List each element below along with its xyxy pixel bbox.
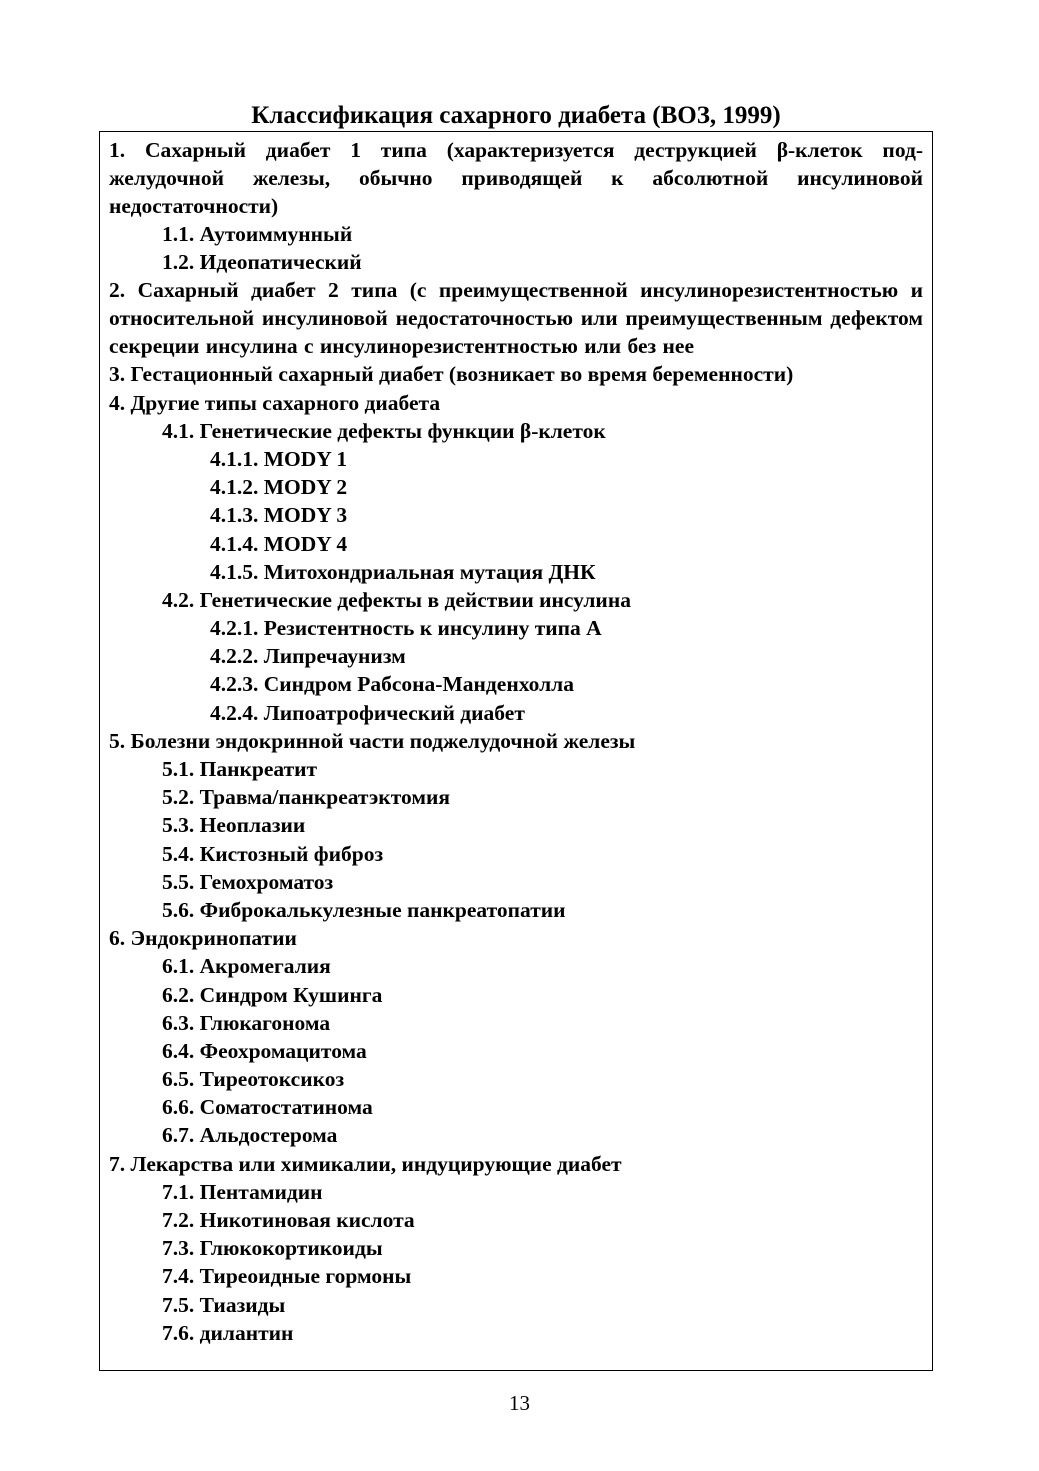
item-1-type1-diabetes: 1. Сахарный диабет 1 типа (характеризуется деструкцией β-клеток поджелудочной железы, обычно приводящей к абсолютной инсулиновой недостаточности): [109, 138, 923, 218]
item-4-1-1: 4.1.1. MODY 1: [210, 446, 348, 471]
item-4-2-1: 4.2.1. Резистентность к инсулину типа А: [210, 616, 602, 641]
item-7-6: 7.6. дилантин: [162, 1320, 294, 1345]
item-7-4: 7.4. Тиреоидные гормоны: [162, 1264, 412, 1289]
page-title: Классификация сахарного диабета (ВОЗ, 1999): [251, 102, 781, 129]
item-5-3: 5.3. Неоплазии: [162, 813, 306, 838]
item-7-1: 7.1. Пентамидин: [162, 1179, 323, 1204]
item-4-2-3: 4.2.3. Синдром Рабсона-Манденхолла: [210, 672, 574, 697]
item-6-4: 6.4. Феохромацитома: [162, 1038, 367, 1063]
item-6-endocrinopathies: 6. Эндокринопатии: [109, 926, 297, 951]
item-5-5: 5.5. Гемохроматоз: [162, 869, 334, 894]
item-5-pancreas-diseases: 5. Болезни эндокринной части поджелудочной железы: [109, 728, 636, 753]
item-7-2: 7.2. Никотиновая кислота: [162, 1208, 415, 1232]
item-6-7: 6.7. Альдостерома: [162, 1123, 338, 1148]
item-6-2: 6.2. Синдром Кушинга: [162, 982, 383, 1007]
item-4-2-2: 4.2.2. Липречаунизм: [210, 644, 406, 669]
item-4-1: 4.1. Генетические дефекты функции β-клеток: [162, 418, 606, 443]
item-4-other-types: 4. Другие типы сахарного диабета: [109, 390, 441, 415]
item-1-2: 1.2. Идеопатический: [162, 250, 362, 275]
item-7-5: 7.5. Тиазиды: [162, 1292, 286, 1317]
item-4-1-4: 4.1.4. MODY 4: [210, 531, 348, 556]
item-6-6: 6.6. Соматостатинома: [162, 1095, 373, 1120]
item-4-1-5: 4.1.5. Митохондриальная мутация ДНК: [210, 559, 596, 584]
item-5-2: 5.2. Травма/панкреатэктомия: [162, 785, 450, 810]
page-number: 13: [509, 1391, 530, 1415]
item-4-2-4: 4.2.4. Липоатрофический диабет: [210, 700, 525, 725]
item-5-1: 5.1. Панкреатит: [162, 757, 318, 781]
item-7-3: 7.3. Глюкокортикоиды: [162, 1236, 383, 1261]
item-7-drugs-chemicals: 7. Лекарства или химикалии, индуцирующие диабет: [109, 1151, 622, 1176]
item-6-1: 6.1. Акромегалия: [162, 954, 331, 979]
classification-table: [99, 131, 933, 1371]
item-4-1-3: 4.1.3. MODY 3: [210, 503, 348, 528]
item-2-type2-diabetes: 2. Сахарный диабет 2 типа (с преимущественной инсулинорезистентностью и относительной инсулиновой недостаточностью или преимущественным дефектом секреции инсулина с инсулинорезистентностью или без нее: [109, 278, 923, 359]
item-5-6: 5.6. Фиброкалькулезные панкреатопатии: [162, 897, 566, 922]
item-4-1-2: 4.1.2. MODY 2: [210, 475, 348, 500]
item-4-2: 4.2. Генетические дефекты в действии инсулина: [162, 587, 631, 612]
item-1-1: 1.1. Аутоиммунный: [162, 222, 353, 246]
item-6-3: 6.3. Глюкагонома: [162, 1010, 331, 1035]
item-5-4: 5.4. Кистозный фиброз: [162, 841, 384, 866]
item-3-gestational: 3. Гестационный сахарный диабет (возникает во время беременности): [109, 362, 794, 387]
item-6-5: 6.5. Тиреотоксикоз: [162, 1067, 345, 1092]
